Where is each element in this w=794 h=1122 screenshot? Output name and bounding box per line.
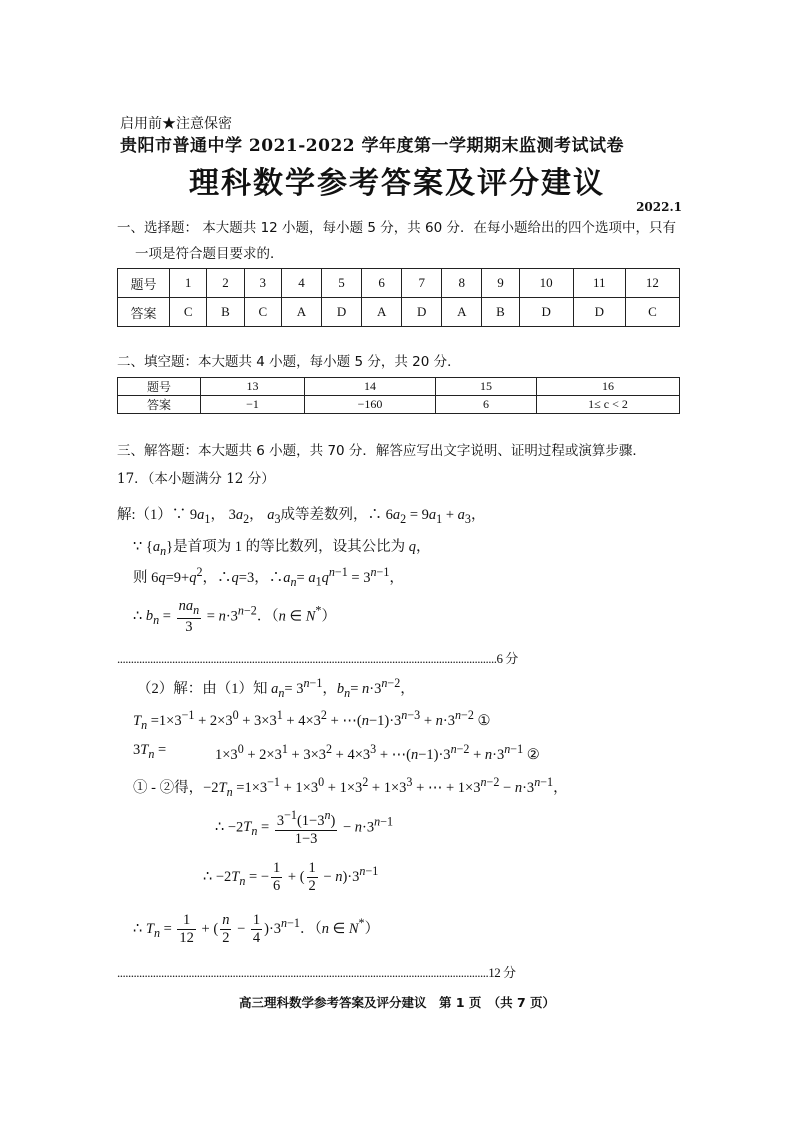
table-cell: 12 (625, 269, 679, 298)
table-cell: C (625, 298, 679, 327)
fraction: $\frac{1}{6}$ (273, 860, 281, 894)
solution-line-3: 则 $6q=9+q^2$，∴q=3，$\therefore a_n= a_1q^{n-1} = 3^{n-1}$， (133, 565, 404, 589)
question-17-title: 17．（本小题满分 12 分） (117, 471, 275, 487)
table-cell: B (482, 298, 519, 327)
table-cell: 13 (201, 378, 305, 396)
confidential-notice: 启用前★注意保密 (120, 116, 232, 132)
solution-line-11: ∴ $T_n$ = $\frac{1}{12}$ + ( $\frac{n}{2}$ − $\frac{1}{4}$ )$\cdot 3^{n-1}$．（n ∈ N*） (133, 912, 380, 946)
table-cell: C (170, 298, 207, 327)
table-cell: D (573, 298, 625, 327)
fraction: $\frac{1}{4}$ (252, 912, 261, 946)
fraction: $\frac{1}{12}$ (179, 912, 194, 946)
page-footer: 高三理科数学参考答案及评分建议 第 1 页 （共 7 页） (238, 995, 556, 1010)
table-cell: 15 (436, 378, 537, 396)
score-6: 6 分 (496, 651, 518, 666)
row-label-number: 题号 (118, 269, 170, 298)
solution-line-5: （2）解：由（1）知 $a_n= 3^{n-1}$，$b_n= n\cdot 3^{n-2}$， (137, 676, 415, 700)
table-row (118, 396, 680, 414)
page-title: 理科数学参考答案及评分建议 (189, 166, 605, 201)
solution-line-8: ① - ②得，$-2T_n =1\times 3^{-1} + 1\times 3^0 + 1\times 3^2 + 1\times 3^3$ + ⋯ + $1\times 3^{n-2} - n\cdot 3^{n-1}$， (133, 775, 568, 799)
exam-date: 2022.1 (636, 200, 682, 214)
solution-line-6: $T_n =1\times 3^{-1} + 2\times 3^0 + 3\times 3^1 + 4\times 3^2$ + $\cdots(n-1)\cdot 3^{n-3} + n\cdot 3^{n-2}$ ① (133, 708, 491, 732)
table-cell: −160 (305, 396, 436, 414)
fraction: $\frac{3^{-1}(1-3^n)}{1-3}$ (276, 808, 336, 847)
exam-school-title: 贵阳市普通中学 2021-2022 学年度第一学期期末监测考试试卷 (120, 136, 625, 156)
table-cell: 2 (207, 269, 244, 298)
table-row (118, 298, 680, 327)
solution-line-9: ∴ $-2T_n$ = $\frac{3^{-1}(1-3^n)}{1-3}$ − $n\cdot 3^{n-1}$ (215, 808, 394, 847)
solution-line-2: ∵ $\{a_n\}$是首项为 1 的等比数列，设其公比为 q， (133, 539, 431, 558)
table-cell: 1 (170, 269, 207, 298)
section1-heading-line1: 一、选择题： 本大题共 12 小题，每小题 5 分，共 60 分．在每小题给出的四个选项中，只有 (117, 220, 676, 236)
solution-line-7: $3T_n$ = (133, 742, 167, 761)
table-cell: 16 (537, 378, 680, 396)
table-cell: 7 (402, 269, 442, 298)
fraction: $\frac{1}{2}$ (308, 860, 316, 894)
table-cell: 1≤ c < 2 (537, 396, 680, 414)
table-cell: 9 (482, 269, 519, 298)
table-cell: B (207, 298, 244, 327)
table-cell: 14 (305, 378, 436, 396)
section1-heading-line2: 一项是符合题目要求的． (135, 246, 284, 262)
table-row (118, 269, 680, 298)
table-cell: C (244, 298, 281, 327)
section2-heading: 二、填空题：本大题共 4 小题，每小题 5 分，共 20 分． (117, 354, 461, 370)
choice-answer-table (117, 268, 680, 327)
fill-answer-table (117, 377, 680, 414)
table-cell: 5 (322, 269, 362, 298)
table-cell: 3 (244, 269, 281, 298)
score-line-1: ..........................................................................................................................................6 分 (117, 651, 518, 666)
table-cell: A (362, 298, 402, 327)
score-12: 12 分 (488, 965, 516, 980)
solution-line-1: 解:（1）∵ $9a_1$， $3a_2$， $a_3$成等差数列，∴ $6a_2 = 9a_1 + a_3$， (117, 507, 486, 526)
row-label-number: 题号 (118, 378, 201, 396)
table-cell: D (519, 298, 573, 327)
table-cell: −1 (201, 396, 305, 414)
row-label-answer: 答案 (118, 298, 170, 327)
table-cell: 8 (442, 269, 482, 298)
table-cell: A (442, 298, 482, 327)
fraction: $\frac{n}{2}$ (222, 912, 230, 946)
table-cell: 6 (362, 269, 402, 298)
table-cell: 11 (573, 269, 625, 298)
table-cell: 6 (436, 396, 537, 414)
table-cell: A (281, 298, 321, 327)
score-line-2: .......................................................................................................................................12 分 (117, 965, 516, 980)
solution-line-4: ∴ $b_n$ = $\frac{na_n}{3}$ = $n\cdot 3^{n-2}$．（n ∈ N*） (133, 598, 336, 635)
section3-heading: 三、解答题：本大题共 6 小题，共 70 分．解答应写出文字说明、证明过程或演算步骤． (117, 443, 646, 459)
table-cell: D (402, 298, 442, 327)
table-cell: 4 (281, 269, 321, 298)
solution-line-10: ∴ $-2T_n$ = − $\frac{1}{6}$ + ( $\frac{1}{2}$ − $n)\cdot 3^{n-1}$ (203, 860, 379, 894)
table-cell: D (322, 298, 362, 327)
table-row (118, 378, 680, 396)
table-cell: 10 (519, 269, 573, 298)
solution-line-7b: $1\times 3^0 + 2\times 3^1 + 3\times 3^2 + 4\times 3^3$ + $\cdots(n-1)\cdot 3^{n-2} + n\cdot 3^{n-1}$ ② (215, 742, 540, 763)
row-label-answer: 答案 (118, 396, 201, 414)
fraction: $\frac{na_n}{3}$ (178, 598, 200, 635)
